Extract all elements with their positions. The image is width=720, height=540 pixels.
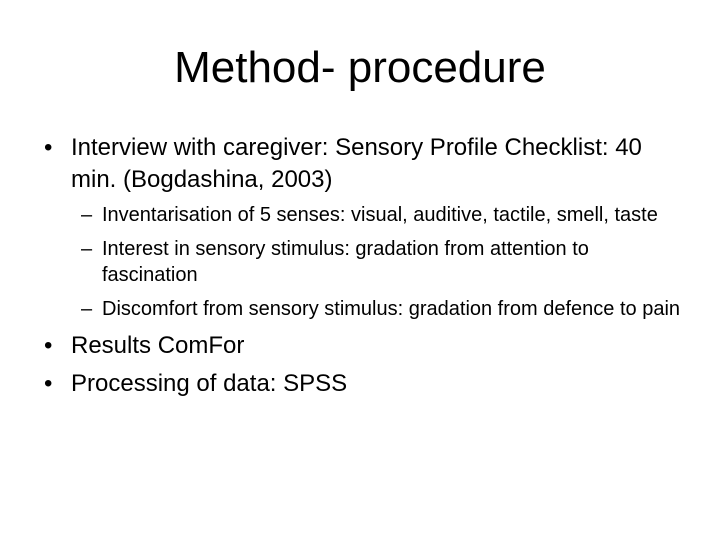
sub-bullet-text: Inventarisation of 5 senses: visual, auditive, tactile, smell, taste: [102, 204, 658, 226]
slide-content: [44, 132, 684, 406]
sub-bullet-item: [81, 236, 684, 288]
bullet-text: Interview with caregiver: Sensory Profile Checklist: 40 min. (Bogdashina, 2003): [71, 134, 642, 193]
sub-bullet-item: [81, 202, 684, 228]
sub-bullet-list: [44, 202, 684, 322]
dash-icon: –: [81, 204, 93, 226]
bullet-text: Results ComFor: [71, 332, 245, 359]
dash-icon: –: [81, 238, 93, 260]
slide-title: Method- procedure: [174, 43, 546, 92]
sub-bullet-item: [81, 296, 684, 322]
sub-bullet-text: Discomfort from sensory stimulus: gradation from defence to pain: [102, 298, 681, 320]
bullet-text: Processing of data: SPSS: [71, 370, 348, 397]
bullet-icon: •: [44, 370, 53, 397]
bullet-item: [44, 330, 684, 362]
bullet-icon: •: [44, 332, 53, 359]
bullet-item: [44, 132, 684, 196]
sub-bullet-text: Interest in sensory stimulus: gradation from attention to fascination: [102, 238, 589, 286]
bullet-icon: •: [44, 134, 53, 161]
bullet-item: [44, 368, 684, 400]
dash-icon: –: [81, 298, 93, 320]
